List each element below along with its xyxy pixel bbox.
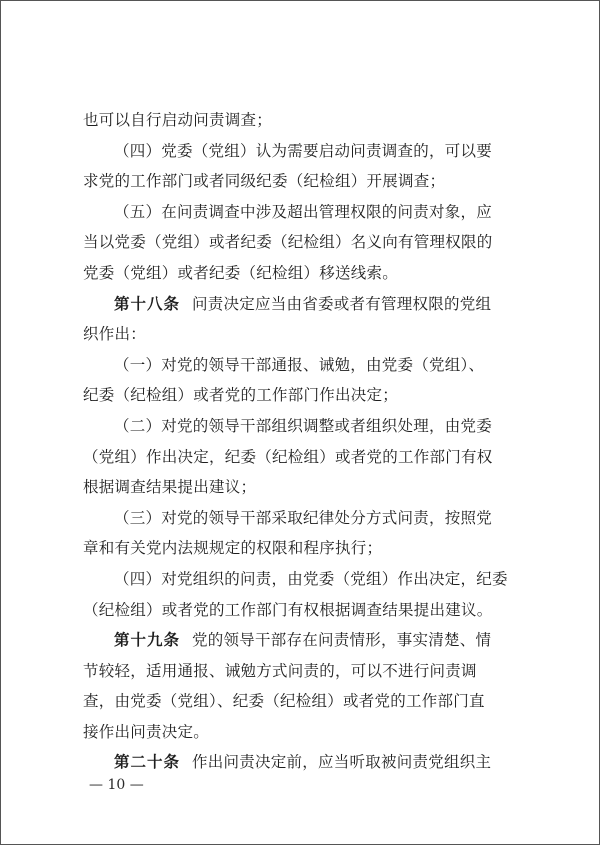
text-line [83,533,528,564]
line-text: 问责决定应当由省委或者有管理权限的党组 [192,294,492,313]
text-line [83,595,528,626]
document-body [83,105,528,778]
line-text: 也可以自行启动问责调查； [83,111,273,129]
page-number: — 10 — [89,777,144,793]
line-text: （四）党委（党组）认为需要启动问责调查的，可以要 [114,141,493,160]
text-line [83,411,528,442]
line-text: （党组）作出决定，纪委（纪检组）或者党的工作部门有权 [83,447,493,466]
paragraph [83,289,528,350]
line-text: 求党的工作部门或者同级纪委（纪检组）开展调查； [83,172,446,191]
text-line [83,656,528,687]
line-text: 查，由党委（党组）、纪委（纪检组）或者党的工作部门直 [83,692,485,711]
line-text: 章和有关党内法规规定的权限和程序执行； [83,539,383,558]
text-line [83,350,528,381]
paragraph [83,625,528,747]
line-text: （一）对党的领导干部通报、诫勉，由党委（党组）、 [114,355,485,374]
line-text: 纪委（纪检组）或者党的工作部门作出决定； [83,386,399,405]
text-line [83,686,528,717]
paragraph [83,564,528,625]
line-text: （二）对党的领导干部组织调整或者组织处理，由党委 [114,416,493,435]
text-line [83,564,528,595]
paragraph [83,411,528,503]
paragraph [83,503,528,564]
line-text: 织作出： [83,325,147,344]
line-text: 接作出问责决定。 [83,722,210,741]
line-text: （纪检组）或者党的工作部门有权根据调查结果提出建议。 [83,600,493,619]
text-line [83,227,528,258]
article-heading: 第十八条 [114,294,181,313]
paragraph [83,747,528,778]
text-line [83,442,528,473]
line-text: 节较轻，适用通报、诫勉方式问责的，可以不进行问责调 [83,661,477,680]
line-text: 党委（党组）或者纪委（纪检组）移送线索。 [83,263,399,282]
text-line [83,166,528,197]
paragraph [83,197,528,289]
line-text: 党的领导干部存在问责情形，事实清楚、情 [192,631,492,650]
text-line [83,289,528,320]
paragraph [83,350,528,411]
text-line [83,503,528,534]
paragraph [83,136,528,197]
text-line [83,197,528,228]
article-heading: 第十九条 [114,631,181,650]
text-line [83,380,528,411]
line-text: 当以党委（党组）或者纪委（纪检组）名义向有管理权限的 [83,233,493,252]
text-line [83,472,528,503]
paragraph [83,105,528,136]
text-line [83,747,528,778]
text-line [83,105,528,136]
text-line [83,136,528,167]
text-line [83,319,528,350]
article-heading: 第二十条 [114,753,181,772]
line-text: （四）对党组织的问责，由党委（党组）作出决定，纪委 [114,569,508,588]
text-line [83,717,528,748]
line-text: （三）对党的领导干部采取纪律处分方式问责，按照党 [114,508,493,527]
line-text: （五）在问责调查中涉及超出管理权限的问责对象，应 [114,202,493,221]
line-text: 根据调查结果提出建议； [83,478,257,497]
line-text: 作出问责决定前，应当听取被问责党组织主 [192,753,492,772]
text-line [83,258,528,289]
text-line [83,625,528,656]
